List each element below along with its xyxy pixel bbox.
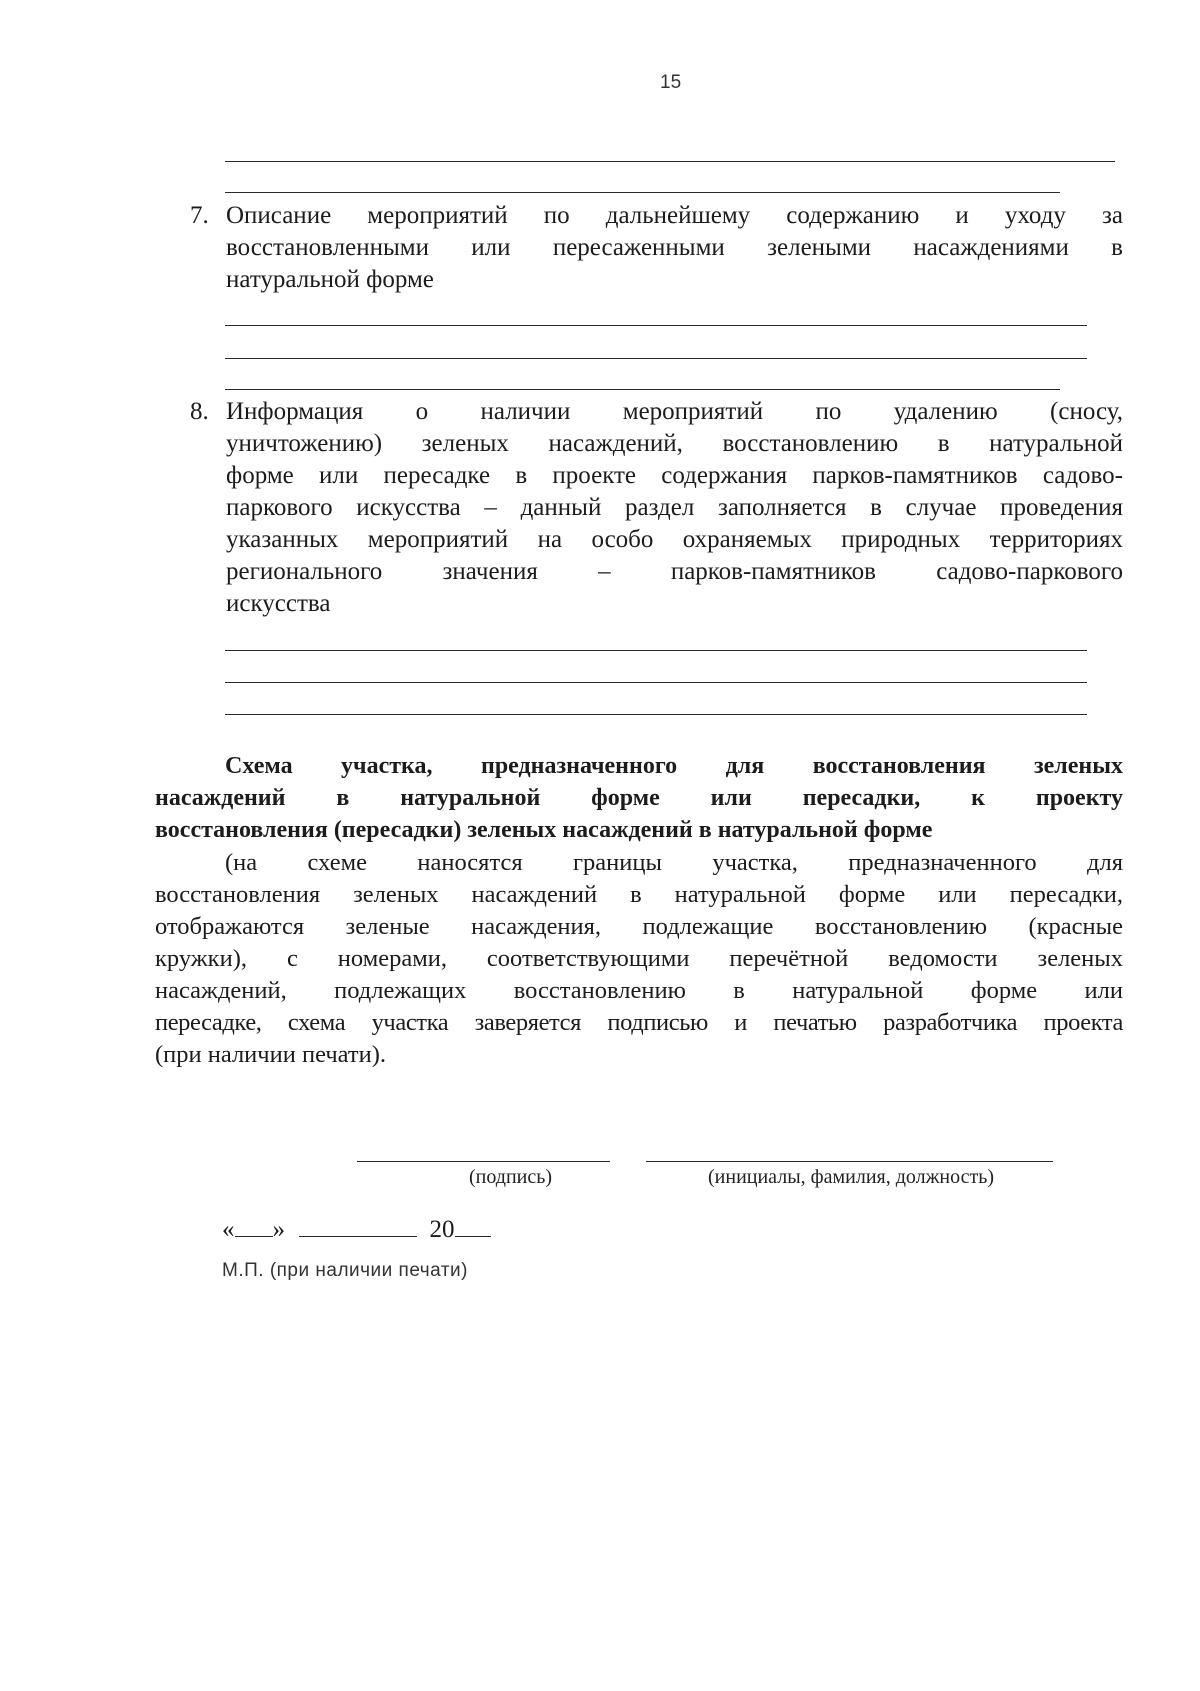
year-blank <box>455 1214 491 1237</box>
month-blank <box>299 1214 417 1237</box>
date-close-quote: » <box>272 1216 285 1243</box>
scheme-description-line: пересадке, схема участка заверяется подписью и печатью разработчика проекта <box>155 1009 1123 1036</box>
item-7-line: Описание мероприятий по дальнейшему содержанию и уходу за <box>226 202 1123 229</box>
item-8-number: 8. <box>190 398 209 425</box>
day-blank <box>235 1214 273 1237</box>
date-open-quote: « <box>222 1216 235 1243</box>
scheme-heading-line: насаждений в натуральной форме или пересадки, к проекту <box>155 785 1123 811</box>
item-8-line: указанных мероприятий на особо охраняемых природных территориях <box>226 526 1123 553</box>
blank-line <box>225 192 1060 193</box>
item-8-line: Информация о наличии мероприятий по удалению (сносу, <box>226 398 1123 425</box>
blank-line <box>225 161 1115 162</box>
scheme-description-line: (при наличии печати). <box>155 1041 387 1068</box>
scheme-description-line: восстановления зеленых насаждений в натуральной форме или пересадки, <box>155 881 1123 908</box>
item-8-line: форме или пересадке в проекте содержания парков-памятников садово- <box>226 462 1123 489</box>
name-line <box>646 1161 1053 1162</box>
name-caption: (инициалы, фамилия, должность) <box>708 1166 995 1188</box>
item-8-line: регионального значения – парков-памятников садово-паркового <box>226 558 1123 585</box>
blank-line <box>225 389 1060 390</box>
item-8-line: паркового искусства – данный раздел заполняется в случае проведения <box>226 494 1123 521</box>
scheme-description <box>155 847 1123 1071</box>
blank-line <box>225 714 1087 715</box>
item-7-line: восстановленными или пересаженными зелеными насаждениями в <box>226 234 1123 261</box>
scheme-heading-line: восстановления (пересадки) зеленых насаждений в натуральной форме <box>155 817 933 843</box>
blank-line <box>225 325 1087 326</box>
page-number: 15 <box>660 72 682 93</box>
date-row <box>222 1214 491 1244</box>
stamp-note: М.П. (при наличии печати) <box>222 1260 468 1281</box>
scheme-description-line: отображаются зеленые насаждения, подлежащие восстановлению (красные <box>155 913 1123 940</box>
signature-line <box>357 1161 610 1162</box>
blank-line <box>225 358 1087 359</box>
scheme-heading-line: Схема участка, предназначенного для восстановления зеленых <box>225 753 1123 779</box>
item-7 <box>190 200 1123 296</box>
scheme-description-line: (на схеме наносятся границы участка, предназначенного для <box>225 849 1123 876</box>
item-7-number: 7. <box>190 202 209 229</box>
item-7-line: натуральной форме <box>226 266 434 293</box>
year-prefix: 20 <box>429 1216 455 1243</box>
blank-line <box>225 650 1087 651</box>
scheme-description-line: насаждений, подлежащих восстановлению в натуральной форме или <box>155 977 1123 1004</box>
item-8 <box>190 396 1123 620</box>
scheme-heading <box>155 750 1123 846</box>
blank-line <box>225 682 1087 683</box>
item-8-line: искусства <box>226 590 331 617</box>
scheme-description-line: кружки), с номерами, соответствующими перечётной ведомости зеленых <box>155 945 1123 972</box>
item-8-line: уничтожению) зеленых насаждений, восстановлению в натуральной <box>226 430 1123 457</box>
signature-caption: (подпись) <box>469 1166 553 1188</box>
